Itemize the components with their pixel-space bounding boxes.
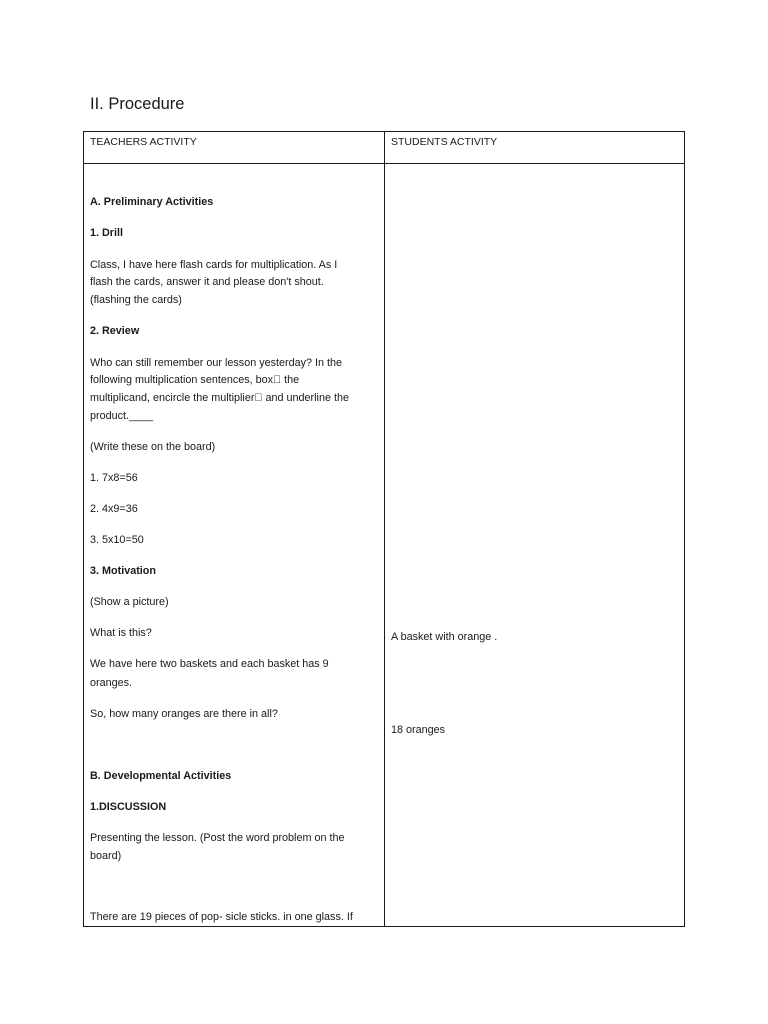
board-item: 2. 4x9=36 [90, 503, 138, 515]
subheading-discussion: 1.DISCUSSION [90, 801, 167, 813]
teacher-text-line: There are 19 pieces of pop- sicle sticks. in one glass. If [90, 911, 353, 923]
student-answer: A basket with orange . [391, 631, 498, 643]
board-item: 1. 7x8=56 [90, 472, 138, 484]
student-answer: 18 oranges [391, 724, 446, 736]
column-divider [384, 132, 385, 926]
subheading-drill: 1. Drill [90, 227, 124, 239]
teacher-text-line: (Write these on the board) [90, 441, 216, 453]
page-title: II. Procedure [90, 95, 185, 113]
teacher-activity-header: TEACHERS ACTIVITY [90, 136, 197, 148]
procedure-table [83, 131, 685, 927]
section-heading-preliminary: A. Preliminary Activities [90, 196, 214, 208]
teacher-text-line: oranges. [90, 677, 133, 689]
teacher-text-line: Who can still remember our lesson yesterday? In the [90, 357, 343, 369]
teacher-text-line: Class, I have here flash cards for multiplication. As I [90, 259, 338, 271]
student-activity-header: STUDENTS ACTIVITY [391, 136, 498, 148]
subheading-review: 2. Review [90, 325, 140, 337]
teacher-text-line: What is this? [90, 627, 152, 639]
teacher-text-line: multiplicand, encircle the multiplier  and underline the [90, 392, 349, 404]
teacher-text-line: We have here two baskets and each basket has 9 [90, 658, 329, 670]
teacher-text-line: Presenting the lesson. (Post the word problem on the [90, 832, 345, 844]
teacher-text-line: following multiplication sentences, box  the [90, 374, 300, 386]
board-item: 3. 5x10=50 [90, 534, 144, 546]
teacher-text-line: product.____ [90, 410, 154, 422]
header-divider [84, 163, 684, 164]
section-heading-developmental: B. Developmental Activities [90, 770, 232, 782]
teacher-text-line: (flashing the cards) [90, 294, 182, 306]
teacher-text-line: (Show a picture) [90, 596, 169, 608]
teacher-text-line: So, how many oranges are there in all? [90, 708, 278, 720]
teacher-text-line: board) [90, 850, 122, 862]
teacher-text-line: flash the cards, answer it and please don't shout. [90, 276, 324, 288]
subheading-motivation: 3. Motivation [90, 565, 156, 577]
